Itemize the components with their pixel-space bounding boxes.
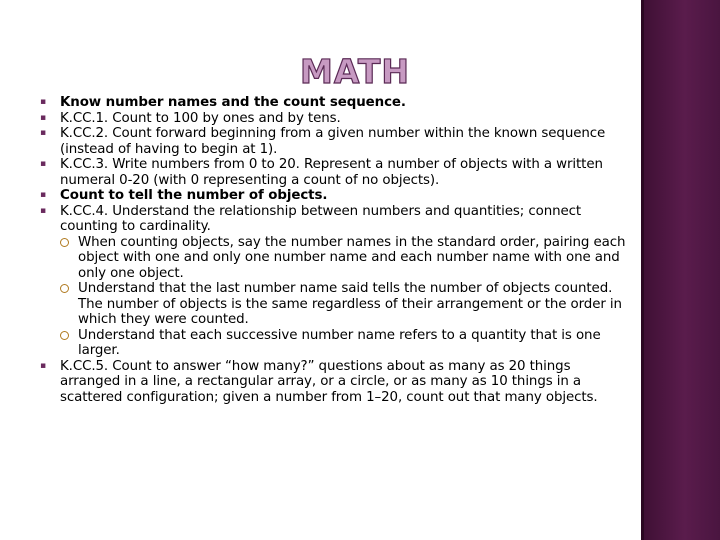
bullet-icon: ▪	[40, 112, 46, 123]
bullet-icon: ▪	[40, 97, 46, 107]
bullet-text: Count to tell the number of objects.	[60, 188, 328, 203]
bullet-icon: ▪	[40, 190, 46, 200]
bullet-text: K.CC.2. Count forward beginning from a given number within the known sequence (instead of having to begin at 1).	[60, 126, 606, 157]
bullet-item	[40, 157, 632, 188]
sub-bullet-text: Understand that each successive number name refers to a quantity that is one larger.	[78, 327, 601, 358]
bullet-item	[40, 188, 632, 204]
bullet-text: Know number names and the count sequence.	[60, 95, 406, 110]
sub-bullet-text: Understand that the last number name said tells the number of objects counted. The number of objects is the same regardless of their arrangement or the order in which they were counted.	[78, 281, 622, 327]
bullet-item	[40, 204, 632, 235]
ring-bullet-icon	[60, 284, 69, 293]
bullet-icon: ▪	[40, 128, 46, 138]
ring-bullet-icon	[60, 331, 69, 340]
sub-bullet-text: When counting objects, say the number names in the standard order, pairing each object with one and only one number name and each number name with one and only one object.	[78, 234, 626, 281]
bullet-icon: ▪	[40, 205, 46, 216]
ring-bullet-icon	[60, 238, 69, 247]
sub-bullet-item	[40, 235, 632, 282]
bullet-icon: ▪	[40, 360, 46, 371]
slide-title: MATH	[300, 52, 410, 91]
sub-bullet-item	[40, 328, 632, 359]
bullet-text: K.CC.5. Count to answer “how many?” questions about as many as 20 things arranged in a line, a rectangular array, or a circle, or as many as 10 things in a scattered configuration; given a number from 1–20, count out that many objects.	[60, 358, 598, 405]
bullet-item	[40, 95, 632, 111]
bullet-icon: ▪	[40, 159, 46, 169]
bullet-text: K.CC.4. Understand the relationship between numbers and quantities; connect counting to cardinality.	[60, 203, 582, 234]
bullet-item	[40, 359, 632, 406]
bullet-text: K.CC.1. Count to 100 by ones and by tens.	[60, 110, 341, 126]
bullet-item	[40, 126, 632, 157]
bullet-text: K.CC.3. Write numbers from 0 to 20. Represent a number of objects with a written numeral 0-20 (with 0 representing a count of no objects).	[60, 157, 603, 188]
bullet-item	[40, 111, 632, 127]
sub-bullet-item	[40, 281, 632, 328]
decorative-sidebar	[641, 0, 720, 540]
slide-content	[40, 95, 632, 405]
